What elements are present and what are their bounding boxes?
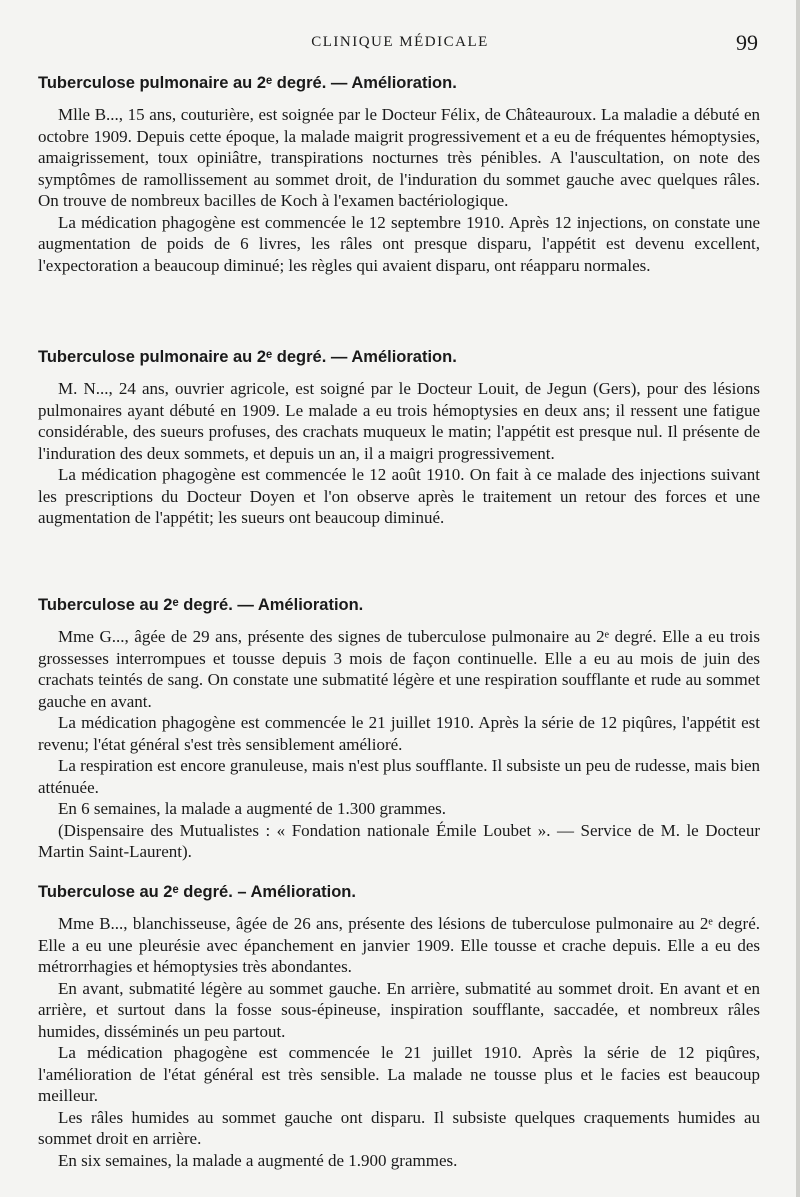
case-section-2 bbox=[38, 348, 760, 529]
case-paragraph: La médication phagogène est commencée le 12 septembre 1910. Après 12 injections, on constate une augmentation de poids de 6 livres, les râles ont presque disparu, l'appétit est devenu excellent, l'expectoration a beaucoup diminué; les règles qui avaient disparu, ont réapparu normales. bbox=[38, 212, 760, 275]
case-paragraph: La respiration est encore granuleuse, mais n'est plus soufflante. Il subsiste un peu de rudesse, mais bien atténuée. bbox=[38, 756, 760, 797]
case-heading: Tuberculose au 2ᵉ degré. – Amélioration. bbox=[38, 883, 356, 901]
case-paragraph: La médication phagogène est commencée le 21 juillet 1910. Après la série de 12 piqûres, l'appétit est revenu; l'état général s'est très sensiblement amélioré. bbox=[38, 713, 760, 754]
running-title: CLINIQUE MÉDICALE bbox=[311, 34, 489, 50]
case-paragraph: (Dispensaire des Mutualistes : « Fondation nationale Émile Loubet ». — Service de M. le Docteur Martin Saint-Laurent). bbox=[38, 820, 760, 861]
case-heading: Tuberculose pulmonaire au 2ᵉ degré. — Amélioration. bbox=[38, 348, 457, 366]
case-paragraph: La médication phagogène est commencée le 12 août 1910. On fait à ce malade des injections suivant les prescriptions du Docteur Doyen et l'on observe après le traitement un retour des forces et une augmentation de l'appétit; les sueurs ont beaucoup diminué. bbox=[38, 465, 760, 527]
case-paragraph: En six semaines, la malade a augmenté de 1.900 grammes. bbox=[58, 1150, 458, 1170]
page-number: 99 bbox=[736, 30, 758, 55]
case-paragraph: M. N..., 24 ans, ouvrier agricole, est soigné par le Docteur Louit, de Jegun (Gers), pour des lésions pulmonaires ayant débuté en 1909. Le malade a eu trois hémoptysies en deux ans; il ressent une fatigue considérable, des sueurs profuses, des crachats muqueux le matin; l'appétit est presque nul. Il présente de l'induration des deux sommets, et depuis un an, il a maigri progressivement. bbox=[38, 379, 760, 463]
case-paragraph: La médication phagogène est commencée le 21 juillet 1910. Après la série de 12 piqûres, l'amélioration de l'état général est très sensible. La malade ne tousse plus et le facies est beaucoup meilleur. bbox=[38, 1043, 760, 1105]
case-heading: Tuberculose pulmonaire au 2ᵉ degré. — Amélioration. bbox=[38, 74, 457, 92]
case-section-4 bbox=[38, 883, 760, 1171]
case-section-1 bbox=[38, 74, 760, 276]
case-heading: Tuberculose au 2ᵉ degré. — Amélioration. bbox=[38, 596, 364, 614]
case-paragraph: En avant, submatité légère au sommet gauche. En arrière, submatité au sommet droit. En avant et en arrière, et surtout dans la fosse sous-épineuse, inspiration soufflante, saccadée, et nombreux râles humides, disséminés un peu partout. bbox=[38, 978, 760, 1041]
case-paragraph: En 6 semaines, la malade a augmenté de 1.300 grammes. bbox=[58, 799, 447, 818]
running-header bbox=[0, 30, 800, 54]
case-paragraph: Mme B..., blanchisseuse, âgée de 26 ans, présente des lésions de tuberculose pulmonaire au 2ᵉ degré. Elle a eu une pleurésie avec épanchement en janvier 1909. Elle tousse et crache depuis. Elle a eu des métrorrhagies et hémoptysies très abondantes. bbox=[38, 914, 760, 976]
page-edge-shadow bbox=[796, 0, 800, 1197]
case-section-3 bbox=[38, 596, 760, 863]
case-paragraph: Les râles humides au sommet gauche ont disparu. Il subsiste quelques craquements humides au sommet droit en arrière. bbox=[38, 1107, 760, 1148]
case-paragraph: Mme G..., âgée de 29 ans, présente des signes de tuberculose pulmonaire au 2ᵉ degré. Elle a eu trois grossesses interrompues et tousse depuis 3 mois de façon continuelle. Elle a eu au mois de juin des crachats teintés de sang. On constate une submatité légère et une respiration soufflante et rude au sommet gauche en avant. bbox=[38, 627, 760, 711]
case-paragraph: Mlle B..., 15 ans, couturière, est soignée par le Docteur Félix, de Châteauroux. La maladie a débuté en octobre 1909. Depuis cette époque, la malade maigrit progressivement et a eu de fréquentes hémoptysies, amaigrissement, toux opiniâtre, transpirations nocturnes très pénibles. A l'auscultation, on note des symptômes de ramollissement au sommet droit, de l'induration du sommet gauche avec quelques râles. On trouve de nombreux bacilles de Koch à l'examen bactériologique. bbox=[38, 105, 760, 210]
